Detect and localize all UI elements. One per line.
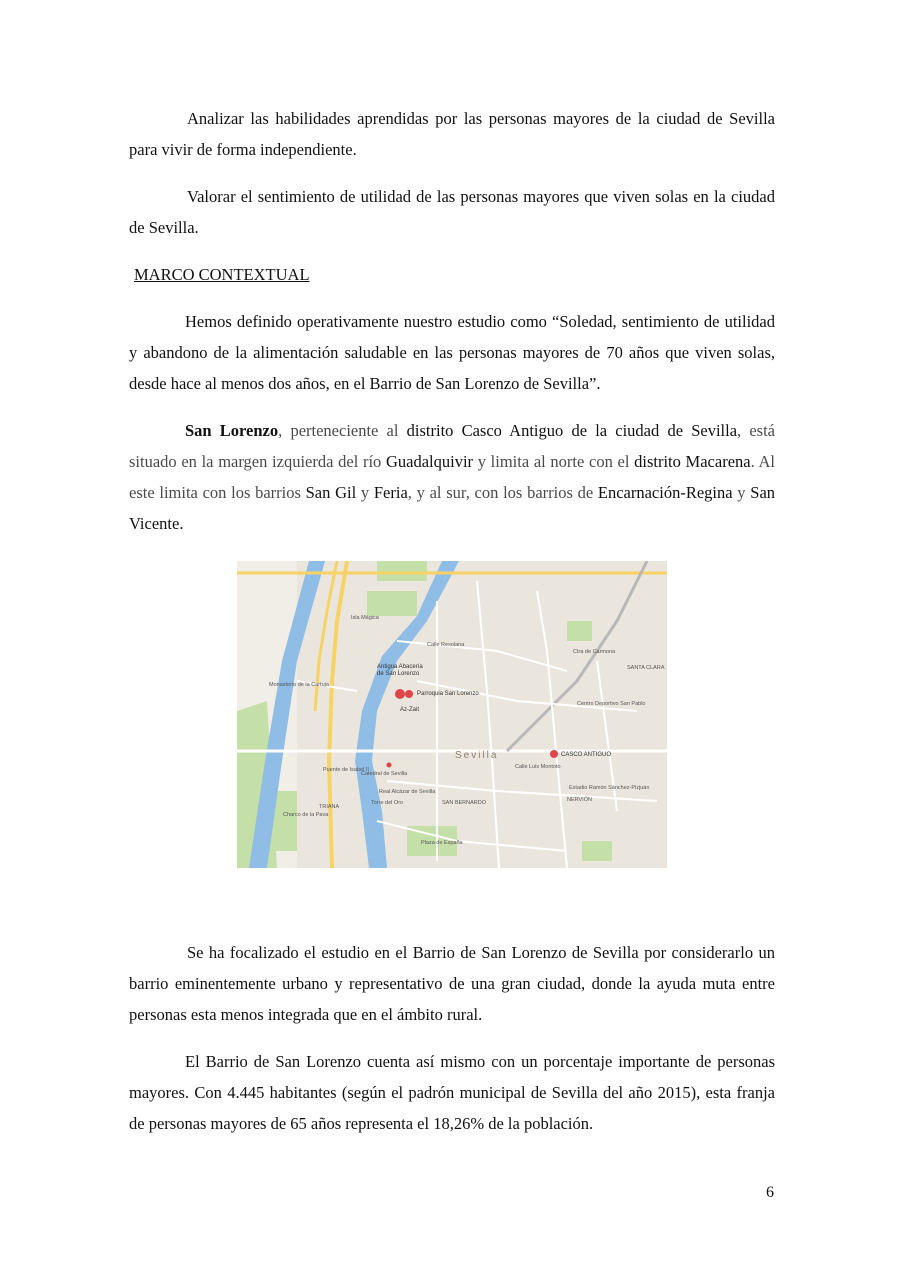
link-guadalquivir: Guadalquivir [385,452,474,471]
map-label: SAN BERNARDO [442,800,487,806]
map-label: Torre del Oro [371,800,404,806]
map-label: Ctra de Carmona [573,649,616,655]
map-label: Parroquia San Lorenzo [417,691,479,697]
map-label: de San Lorenzo [377,671,420,677]
map-label: Real Alcázar de Sevilla [379,789,436,795]
map-label: Plaza de España [421,840,463,846]
map-label: Estadio Ramón Sánchez-Pizjuán [569,785,650,791]
map-label: Calle Luis Montoto [515,764,561,770]
text-fragment: y [732,483,751,502]
map-label: SANTA CLARA [627,665,665,671]
map-label: Az-Zait [400,707,420,713]
map-label: Puente de Isabel II [323,767,369,773]
link-feria: Feria [373,483,408,502]
focus-paragraph: Se ha focalizado el estudio en el Barrio de San Lorenzo de Sevilla por considerarlo un barrio eminentemente urbano y representativo de una gran ciudad, donde la ayuda muta entre personas esta menos integrada que en el ámbito rural. [129,943,775,1024]
map-label: NERVIÓN [567,797,592,803]
objective-paragraph-1: Analizar las habilidades aprendidas por las personas mayores de la ciudad de Sevilla para vivir de forma independiente. [129,109,775,159]
text-fragment: , perteneciente al [278,421,407,440]
link-san-vicente: San Vicente [129,483,776,533]
location-paragraph [129,415,775,539]
text-fragment: y [356,483,374,502]
page-number: 6 [766,1184,774,1201]
map-label: Calle Resolana [427,642,465,648]
section-heading: MARCO CONTEXTUAL [134,265,310,284]
text-fragment: . [179,514,184,533]
objective-paragraph-2: Valorar el sentimiento de utilidad de las personas mayores que viven solas en la ciudad de Sevilla. [129,187,775,237]
map-label: Monasterio de la Cartuja [269,682,329,688]
map-label: Charco de la Pava [283,812,329,818]
text-fragment: , y al sur, con los barrios de [407,483,598,502]
text-fragment: y limita al norte con el [473,452,635,471]
map-label: Isla Mágica [351,615,379,621]
link-san-gil: San Gil [305,483,357,502]
map-city-label: Sevilla [455,750,499,761]
link-casco-antiguo: distrito Casco Antiguo de la ciudad de Sevilla [406,421,738,440]
san-lorenzo-bold: San Lorenzo [185,421,279,440]
text-fragment: , está situado en la margen izquierda del río [129,421,775,471]
sevilla-map-image [237,561,667,868]
definition-paragraph: Hemos definido operativamente nuestro estudio como “Soledad, sentimiento de utilidad y abandono de la alimentación saludable en las personas mayores de 70 años que viven solas, desde hace al menos dos años, en el Barrio de San Lorenzo de Sevilla”. [129,312,775,393]
link-encarnacion-regina: Encarnación-Regina [597,483,733,502]
map-label: Catedral de Sevilla [361,771,408,777]
map-label: Antigua Abacería [377,664,423,670]
population-paragraph: El Barrio de San Lorenzo cuenta así mismo con un porcentaje importante de personas mayores. Con 4.445 habitantes (según el padrón municipal de Sevilla del año 2015), esta franja de personas mayores de 65 años representa el 18,26% de la población. [129,1052,775,1133]
map-label: CASCO ANTIGUO [561,752,612,758]
map-label: TRIANA [319,804,340,810]
map-label: Centro Deportivo San Pablo [577,701,646,707]
text-fragment: . Al este limita con los barrios [129,452,775,502]
link-macarena: distrito Macarena [634,452,751,471]
